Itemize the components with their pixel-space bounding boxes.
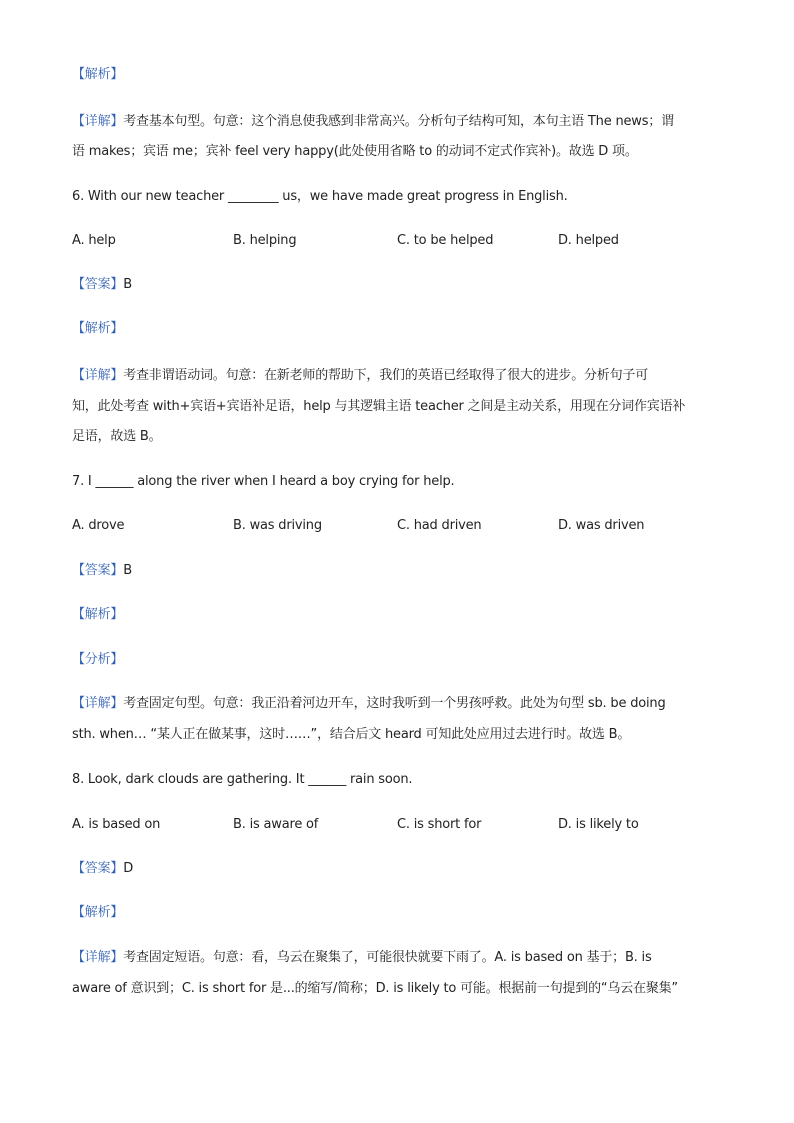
option-b: B. was driving bbox=[233, 518, 322, 533]
option-d: D. was driven bbox=[558, 518, 645, 533]
analysis-subheading: 【分析】 bbox=[72, 652, 124, 667]
option-b: B. helping bbox=[233, 233, 297, 248]
answer-value: B bbox=[123, 277, 132, 292]
analysis-label: 【解析】 bbox=[72, 905, 124, 920]
option-d: D. is likely to bbox=[558, 817, 639, 832]
option-a: A. is based on bbox=[72, 817, 161, 832]
answer-label: 【答案】 bbox=[72, 861, 124, 876]
detail-paragraph bbox=[72, 695, 666, 713]
question-stem: 7. I ______ along the river when I heard a boy crying for help. bbox=[72, 474, 455, 489]
answer-line bbox=[72, 562, 132, 580]
analysis-label: 【解析】 bbox=[72, 607, 124, 622]
answer-label: 【答案】 bbox=[72, 563, 124, 578]
analysis-label: 【解析】 bbox=[72, 321, 124, 336]
answer-line bbox=[72, 860, 133, 878]
detail-label: 【详解】 bbox=[72, 114, 124, 129]
detail-text: 考查基本句型。句意：这个消息使我感到非常高兴。分析句子结构可知，本句主语 The news；谓 bbox=[123, 114, 674, 129]
detail-paragraph bbox=[72, 949, 652, 967]
option-c: C. is short for bbox=[397, 817, 482, 832]
detail-text: aware of 意识到；C. is short for 是...的缩写/简称；D. is likely to 可能。根据前一句提到的“乌云在聚集” bbox=[72, 981, 678, 996]
answer-value: D bbox=[123, 861, 134, 876]
option-c: C. to be helped bbox=[397, 233, 494, 248]
detail-text: 考查固定句型。句意：我正沿着河边开车，这时我听到一个男孩呼救。此处为句型 sb. be doing bbox=[123, 696, 666, 711]
option-d: D. helped bbox=[558, 233, 619, 248]
detail-text: 考查非谓语动词。句意：在新老师的帮助下，我们的英语已经取得了很大的进步。分析句子可 bbox=[123, 368, 649, 383]
analysis-label: 【解析】 bbox=[72, 67, 124, 82]
answer-line bbox=[72, 276, 132, 294]
detail-text: 足语，故选 B。 bbox=[72, 429, 162, 444]
detail-label: 【详解】 bbox=[72, 696, 124, 711]
question-stem: 6. With our new teacher ________ us，we have made great progress in English. bbox=[72, 189, 568, 204]
question-stem: 8. Look, dark clouds are gathering. It ______ rain soon. bbox=[72, 772, 413, 787]
detail-paragraph bbox=[72, 367, 648, 385]
detail-text: 知，此处考查 with+宾语+宾语补足语，help 与其逻辑主语 teacher 之间是主动关系，用现在分词作宾语补 bbox=[72, 399, 686, 414]
answer-value: B bbox=[123, 563, 132, 578]
detail-text: 考查固定短语。句意：看，乌云在聚集了，可能很快就要下雨了。A. is based on 基于；B. is bbox=[123, 950, 652, 965]
detail-paragraph bbox=[72, 113, 674, 131]
detail-label: 【详解】 bbox=[72, 368, 124, 383]
option-a: A. drove bbox=[72, 518, 125, 533]
option-c: C. had driven bbox=[397, 518, 482, 533]
detail-text: 语 makes；宾语 me；宾补 feel very happy(此处使用省略 to 的动词不定式作宾补)。故选 D 项。 bbox=[72, 144, 638, 159]
answer-label: 【答案】 bbox=[72, 277, 124, 292]
option-a: A. help bbox=[72, 233, 116, 248]
detail-text: sth. when… “某人正在做某事，这时……”，结合后文 heard 可知此处应用过去进行时。故选 B。 bbox=[72, 727, 631, 742]
detail-label: 【详解】 bbox=[72, 950, 124, 965]
option-b: B. is aware of bbox=[233, 817, 319, 832]
